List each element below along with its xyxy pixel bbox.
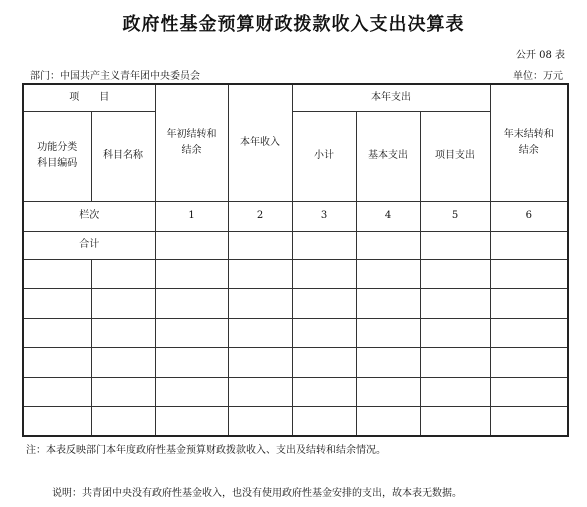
table-cell: [490, 318, 568, 348]
table-cell: [91, 377, 155, 407]
table-cell: [420, 407, 490, 437]
table-cell: [292, 259, 356, 289]
header-row-2: [23, 111, 568, 201]
table-cell: [23, 407, 91, 437]
header-subject-name: 科目名称: [91, 111, 155, 201]
table-cell: [91, 289, 155, 319]
table-row: [23, 407, 568, 437]
table-cell: [155, 407, 228, 437]
table-cell: [23, 289, 91, 319]
explanation-text: 说明：共青团中央没有政府性基金收入，也没有使用政府性基金安排的支出，故本表无数据。: [52, 488, 462, 499]
table-cell: [292, 407, 356, 437]
table-cell: [155, 377, 228, 407]
table-cell: [490, 289, 568, 319]
header-subtotal: 小计: [292, 111, 356, 201]
table-note: 注：本表反映部门本年度政府性基金预算财政拨款收入、支出及结转和结余情况。: [26, 445, 386, 456]
header-end-balance: 年末结转和 结余: [490, 84, 568, 201]
table-cell: [356, 407, 420, 437]
table-cell: [228, 289, 292, 319]
table-cell: [356, 231, 420, 259]
table-cell: [23, 377, 91, 407]
table-cell: [155, 289, 228, 319]
table-cell: [23, 348, 91, 378]
department-label: 部门：中国共产主义青年团中央委员会: [30, 71, 200, 82]
table-cell: [155, 348, 228, 378]
header-func-code: 功能分类 科目编码: [23, 111, 91, 201]
table-cell: [490, 377, 568, 407]
report-title: 政府性基金预算财政拨款收入支出决算表: [122, 14, 465, 35]
table-cell: [91, 348, 155, 378]
table-row: [23, 377, 568, 407]
table-cell: [155, 259, 228, 289]
table-cell: [228, 348, 292, 378]
table-cell: [228, 407, 292, 437]
column-number: 3: [292, 201, 356, 231]
column-number-row: [23, 201, 568, 231]
header-row-1: [23, 84, 568, 111]
table-cell: [228, 318, 292, 348]
table-cell: [292, 377, 356, 407]
budget-table: [22, 83, 569, 437]
table-cell: [490, 407, 568, 437]
column-number: 5: [420, 201, 490, 231]
table-cell: [91, 407, 155, 437]
header-basic-expense: 基本支出: [356, 111, 420, 201]
table-cell: [420, 318, 490, 348]
table-row: [23, 318, 568, 348]
table-cell: [292, 289, 356, 319]
table-cell: [292, 318, 356, 348]
table-cell: [155, 318, 228, 348]
table-cell: [420, 231, 490, 259]
table-row: [23, 259, 568, 289]
unit-label: 单位：万元: [513, 71, 563, 82]
table-cell: [356, 348, 420, 378]
table-cell: [23, 318, 91, 348]
table-cell: [356, 289, 420, 319]
column-number: 1: [155, 201, 228, 231]
table-cell: [228, 377, 292, 407]
column-number: 2: [228, 201, 292, 231]
header-current-expense: 本年支出: [292, 84, 490, 111]
header-item: 项 目: [23, 84, 155, 111]
table-cell: [420, 348, 490, 378]
table-cell: [91, 318, 155, 348]
column-number-label: 栏次: [23, 201, 155, 231]
table-cell: [420, 289, 490, 319]
table-cell: [228, 259, 292, 289]
table-cell: [420, 377, 490, 407]
table-cell: [356, 318, 420, 348]
empty-rows: [23, 259, 568, 436]
table-row: [23, 348, 568, 378]
table-cell: [155, 231, 228, 259]
table-cell: [490, 231, 568, 259]
column-number: 4: [356, 201, 420, 231]
table-cell: [420, 259, 490, 289]
form-code: 公开 08 表: [515, 50, 565, 61]
table-cell: [490, 259, 568, 289]
table-cell: [490, 348, 568, 378]
table-cell: [292, 348, 356, 378]
table-cell: [292, 231, 356, 259]
column-number: 6: [490, 201, 568, 231]
table-row: [23, 289, 568, 319]
total-label: 合计: [23, 231, 155, 259]
table-cell: [91, 259, 155, 289]
header-begin-balance: 年初结转和 结余: [155, 84, 228, 201]
table-cell: [356, 259, 420, 289]
header-current-income: 本年收入: [228, 84, 292, 201]
table-cell: [356, 377, 420, 407]
table-cell: [23, 259, 91, 289]
table-cell: [228, 231, 292, 259]
header-project-expense: 项目支出: [420, 111, 490, 201]
total-row: [23, 231, 568, 259]
